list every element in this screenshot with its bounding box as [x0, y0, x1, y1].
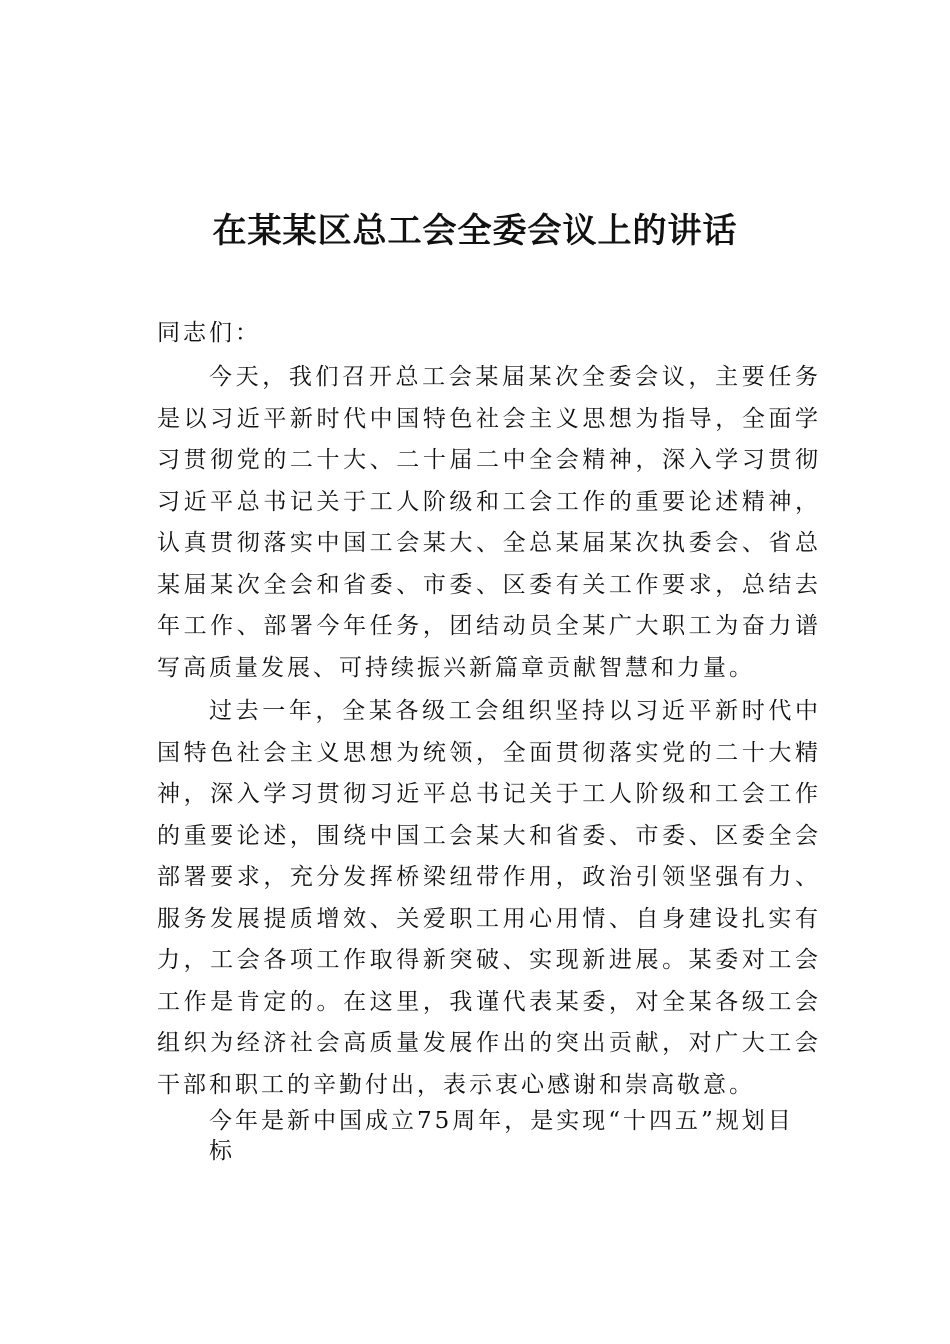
salutation: 同志们： [157, 320, 261, 346]
document-title: 在某某区总工会全委会议上的讲话 [212, 210, 738, 251]
paragraph-opening: 今天，我们召开总工会某届某次全委会议，主要任务是以习近平新时代中国特色社会主义思想为指导，全面学习贯彻党的二十大、二十届二中全会精神，深入学习贯彻习近平总书记关于工人阶级和工会工作的重要论述精神，认真贯彻落实中国工会某大、全总某届某次执委会、省总某届某次全会和省委、市委、区委有关工作要求，总结去年工作、部署今年任务，团结动员全某广大职工为奋力谱写高质量发展、可持续振兴新篇章贡献智慧和力量。 [157, 364, 821, 681]
paragraph-review: 过去一年，全某各级工会组织坚持以习近平新时代中国特色社会主义思想为统领，全面贯彻落实党的二十大精神，深入学习贯彻习近平总书记关于工人阶级和工会工作的重要论述，围绕中国工会某大和省委、市委、区委全会部署要求，充分发挥桥梁纽带作用，政治引领坚强有力、服务发展提质增效、关爱职工用心用情、自身建设扎实有力，工会各项工作取得新突破、实现新进展。某委对工会工作是肯定的。在这里，我谨代表某委，对全某各级工会组织为经济社会高质量发展作出的突出贡献，对广大工会干部和职工的辛勤付出，表示衷心感谢和崇高敬意。 [157, 698, 821, 1098]
document-body [157, 310, 821, 1166]
paragraph-continuation: 今年是新中国成立75周年，是实现“十四五”规划目标 [209, 1108, 794, 1164]
